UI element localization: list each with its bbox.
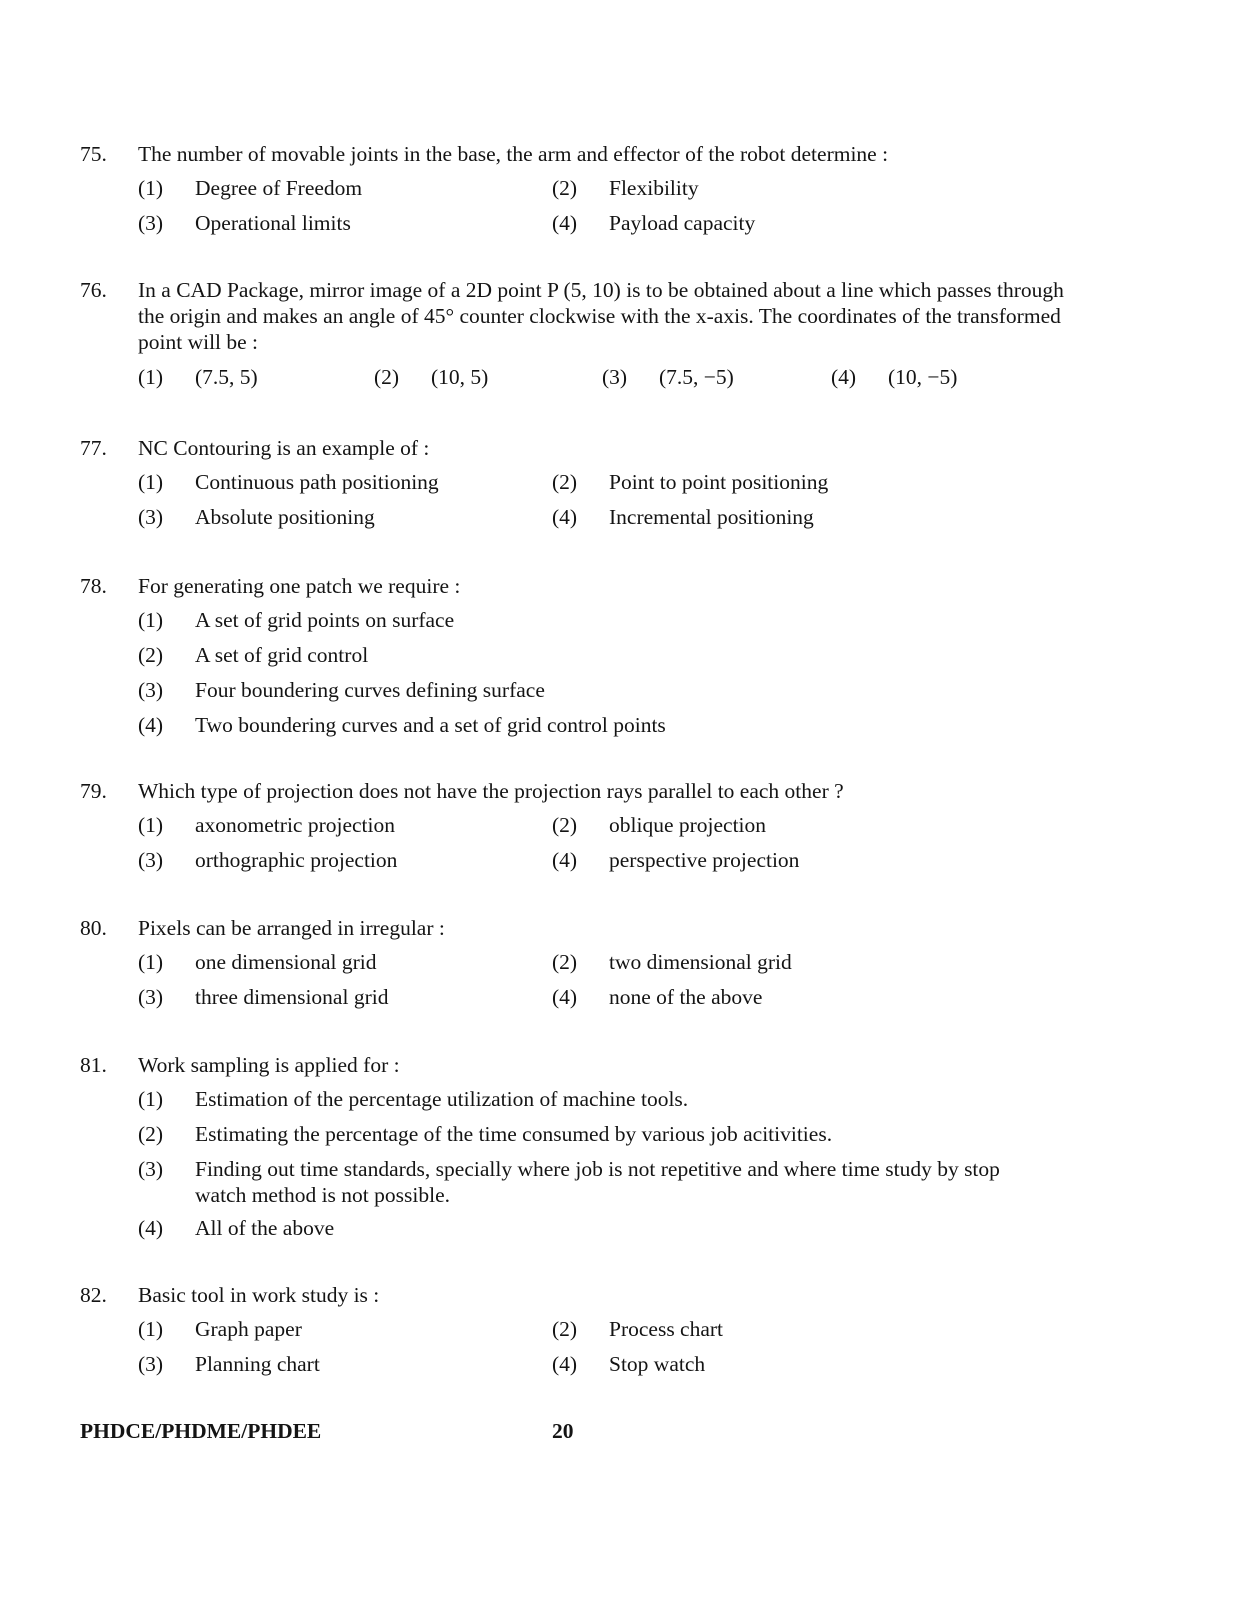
option-number: (3)	[138, 678, 164, 703]
option-2	[138, 1121, 832, 1147]
option-text: Operational limits	[195, 211, 351, 236]
option-text: Stop watch	[609, 1352, 706, 1377]
option-text: Finding out time standards, specially where job is not repetitive and where time study by stop watch method is not possible.	[195, 1157, 1000, 1208]
option-2	[552, 812, 766, 838]
option-3	[138, 504, 552, 530]
options	[138, 812, 1090, 882]
option-text: (10, 5)	[431, 364, 489, 389]
option-text: orthographic projection	[195, 848, 398, 873]
question-76	[80, 277, 1090, 399]
option-number: (3)	[138, 1352, 164, 1377]
question-text: Which type of projection does not have the projection rays parallel to each other ?	[138, 779, 844, 803]
option-4	[552, 504, 814, 530]
option-text: Two boundering curves and a set of grid control points	[195, 713, 666, 738]
option-4	[552, 210, 755, 236]
option-text: two dimensional grid	[609, 950, 792, 975]
option-text: Process chart	[609, 1317, 724, 1342]
option-number: (1)	[138, 1087, 164, 1112]
option-text: (10, −5)	[888, 364, 958, 389]
option-4	[138, 1215, 334, 1241]
option-text: Estimation of the percentage utilization of machine tools.	[195, 1087, 689, 1112]
option-number: (1)	[138, 470, 164, 495]
option-3	[138, 677, 545, 703]
option-text: Absolute positioning	[195, 505, 375, 530]
option-text: axonometric projection	[195, 813, 395, 838]
option-number: (1)	[138, 950, 164, 975]
option-text: (7.5, 5)	[195, 364, 258, 389]
option-3	[602, 364, 831, 390]
option-number: (2)	[138, 643, 164, 668]
option-text: Planning chart	[195, 1352, 320, 1377]
option-text: oblique projection	[609, 813, 767, 838]
option-4	[552, 984, 762, 1010]
question-75	[80, 141, 1090, 245]
option-number: (3)	[138, 211, 164, 236]
options	[138, 607, 1090, 747]
question-text: In a CAD Package, mirror image of a 2D point P (5, 10) is to be obtained about a line which passes through the origin and makes an angle of 45° counter clockwise with the x-axis. The coordinates of the transformed point will be :	[138, 278, 1064, 355]
option-text: three dimensional grid	[195, 985, 389, 1010]
option-number: (3)	[138, 505, 164, 530]
option-1	[138, 812, 552, 838]
option-text: none of the above	[609, 985, 763, 1010]
option-text: Point to point positioning	[609, 470, 829, 495]
option-number: (3)	[138, 1157, 164, 1182]
option-number: (1)	[138, 813, 164, 838]
question-number: 78.	[80, 574, 107, 598]
option-number: (2)	[552, 813, 578, 838]
option-number: (2)	[552, 1317, 578, 1342]
option-2	[552, 469, 828, 495]
option-number: (2)	[374, 364, 400, 389]
question-79	[80, 778, 1090, 882]
option-1	[138, 364, 374, 390]
options	[138, 949, 1090, 1019]
option-1	[138, 175, 552, 201]
option-number: (2)	[552, 950, 578, 975]
option-number: (3)	[602, 364, 628, 389]
option-text: Payload capacity	[609, 211, 756, 236]
option-2	[552, 1316, 723, 1342]
option-number: (4)	[552, 505, 578, 530]
option-3	[138, 847, 552, 873]
option-2	[552, 949, 792, 975]
option-number: (4)	[552, 211, 578, 236]
option-1	[138, 607, 454, 633]
question-number: 75.	[80, 142, 107, 166]
option-text: Incremental positioning	[609, 505, 814, 530]
option-3	[138, 210, 552, 236]
option-text: Degree of Freedom	[195, 176, 363, 201]
option-number: (1)	[138, 1317, 164, 1342]
option-1	[138, 469, 552, 495]
option-text: Four boundering curves defining surface	[195, 678, 545, 703]
options	[138, 175, 1090, 245]
option-text: Graph paper	[195, 1317, 302, 1342]
option-number: (2)	[138, 1122, 164, 1147]
question-text: Pixels can be arranged in irregular :	[138, 916, 445, 940]
option-number: (1)	[138, 364, 164, 389]
question-number: 80.	[80, 916, 107, 940]
question-number: 77.	[80, 436, 107, 460]
option-number: (4)	[831, 364, 857, 389]
options	[138, 364, 1090, 399]
option-text: Flexibility	[609, 176, 699, 201]
option-1	[138, 1086, 688, 1112]
option-4	[831, 364, 957, 390]
question-number: 82.	[80, 1283, 107, 1307]
option-3	[138, 1156, 1053, 1208]
option-number: (3)	[138, 985, 164, 1010]
option-number: (2)	[552, 176, 578, 201]
option-text: All of the above	[195, 1216, 335, 1241]
option-number: (3)	[138, 848, 164, 873]
options	[138, 469, 1090, 539]
option-4	[138, 712, 666, 738]
question-number: 76.	[80, 278, 107, 302]
question-number: 79.	[80, 779, 107, 803]
option-4	[552, 1351, 705, 1377]
question-text: NC Contouring is an example of :	[138, 436, 430, 460]
option-4	[552, 847, 799, 873]
option-2	[138, 642, 368, 668]
question-text: Basic tool in work study is :	[138, 1283, 380, 1307]
option-3	[138, 1351, 552, 1377]
page-footer	[80, 1418, 1090, 1448]
options	[138, 1316, 1090, 1386]
options	[138, 1086, 1090, 1250]
option-3	[138, 984, 552, 1010]
option-2	[552, 175, 699, 201]
option-number: (2)	[552, 470, 578, 495]
option-number: (1)	[138, 608, 164, 633]
option-text: one dimensional grid	[195, 950, 377, 975]
question-78	[80, 573, 1090, 747]
question-77	[80, 435, 1090, 539]
option-text: (7.5, −5)	[659, 364, 734, 389]
option-number: (4)	[138, 1216, 164, 1241]
question-text: The number of movable joints in the base, the arm and effector of the robot determine :	[138, 142, 889, 166]
exam-code: PHDCE/PHDME/PHDEE	[80, 1419, 322, 1443]
option-1	[138, 1316, 552, 1342]
option-text: perspective projection	[609, 848, 800, 873]
question-number: 81.	[80, 1053, 107, 1077]
option-number: (4)	[552, 1352, 578, 1377]
option-2	[374, 364, 602, 390]
option-number: (4)	[552, 985, 578, 1010]
question-text: For generating one patch we require :	[138, 574, 461, 598]
option-number: (4)	[138, 713, 164, 738]
question-82	[80, 1282, 1090, 1386]
option-number: (4)	[552, 848, 578, 873]
option-text: A set of grid control	[195, 643, 369, 668]
option-text: A set of grid points on surface	[195, 608, 455, 633]
option-text: Estimating the percentage of the time consumed by various job acitivities.	[195, 1122, 833, 1147]
option-1	[138, 949, 552, 975]
page-number: 20	[552, 1419, 574, 1443]
question-80	[80, 915, 1090, 1019]
option-text: Continuous path positioning	[195, 470, 439, 495]
question-81	[80, 1052, 1090, 1250]
option-number: (1)	[138, 176, 164, 201]
question-text: Work sampling is applied for :	[138, 1053, 400, 1077]
